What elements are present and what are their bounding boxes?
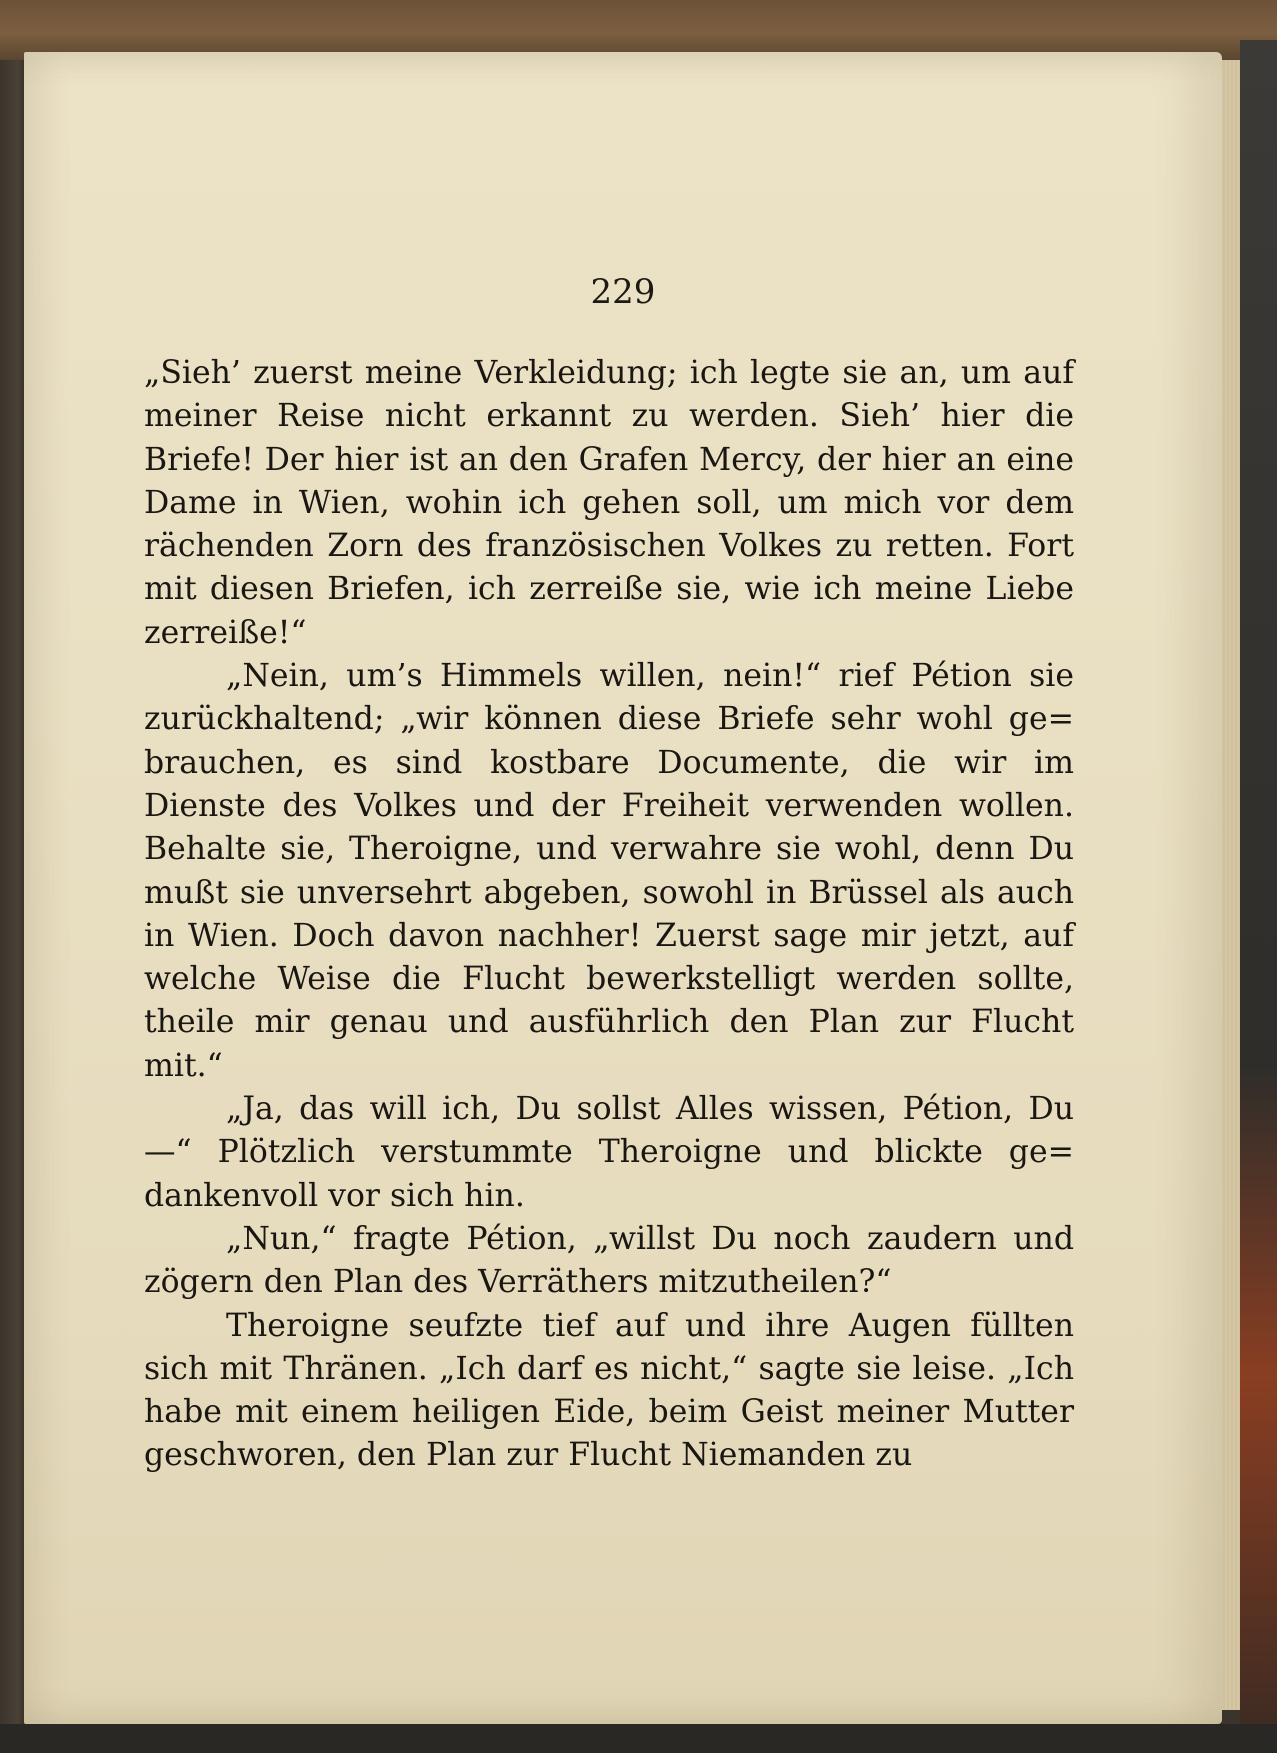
book-cover-bottom [0, 1724, 1277, 1753]
page-fore-edge [1222, 60, 1240, 1710]
paragraph-2: „Nein, um’s Himmels willen, nein!“ rief Pétion sie zurückhaltend; „wir können diese Briefe sehr wohl ge= brauchen, es sind kostbare Documente, die wir im Dienste des Volkes und der Freiheit verwenden wollen. Behalte sie, Theroigne, und verwahre sie wohl, denn Du mußt sie unversehrt abgeben, sowohl in Brüssel als auch in Wien. Doch davon nachher! Zuerst sage mir jetzt, auf welche Weise die Flucht bewerkstelligt werden sollte, theile mir genau und ausführlich den Plan zur Flucht mit.“ [144, 658, 1074, 1084]
book-cover-right [1240, 40, 1277, 1753]
paragraph-4: „Nun,“ fragte Pétion, „willst Du noch zaudern und zögern den Plan des Verräthers mitzutheilen?“ [144, 1220, 1074, 1301]
paragraph-1: „Sieh’ zuerst meine Verkleidung; ich legte sie an, um auf meiner Reise nicht erkannt zu werden. Sieh’ hier die Briefe! Der hier ist an den Grafen Mercy, der hier an eine Dame in Wien, wohin ich gehen soll, um mich vor dem rächenden Zorn des französischen Volkes zu retten. Fort mit diesen Briefen, ich zerreiße sie, wie ich meine Liebe zerreiße!“ [144, 355, 1074, 651]
page-number: 229 [590, 272, 656, 312]
book-page [24, 52, 1222, 1724]
paragraph-5: Theroigne seufzte tief auf und ihre Augen füllten sich mit Thränen. „Ich darf es nicht,“ sagte sie leise. „Ich habe mit einem heiligen Eide, beim Geist meiner Mutter geschworen, den Plan zur Flucht Niemanden zu [144, 1307, 1074, 1474]
page-text [144, 352, 1074, 1478]
paragraph-3: „Ja, das will ich, Du sollst Alles wissen, Pétion, Du —“ Plötzlich verstummte Theroigne und blickte ge= dankenvoll vor sich hin. [144, 1091, 1074, 1214]
book-top-edge [0, 0, 1277, 60]
